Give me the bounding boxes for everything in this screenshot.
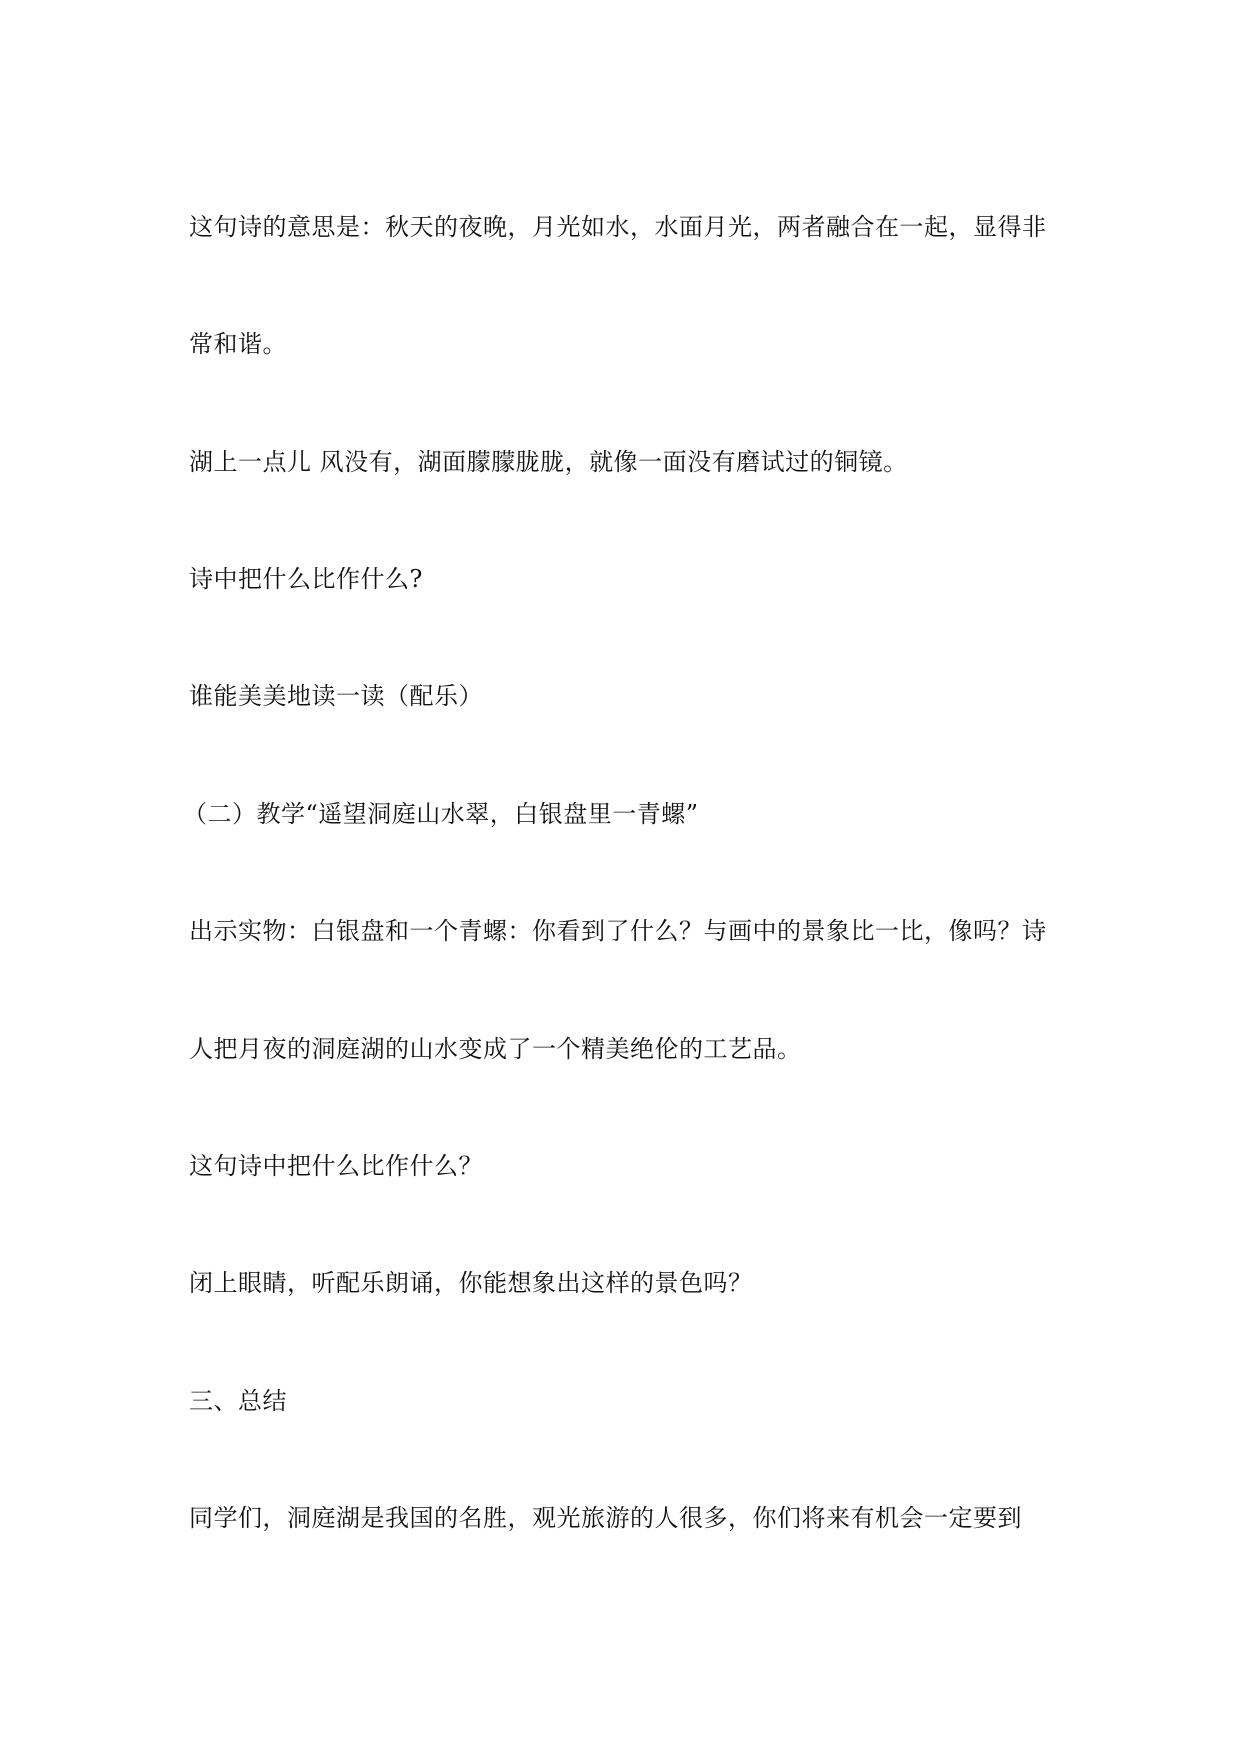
paragraph-line: 闭上眼睛，听配乐朗诵，你能想象出这样的景色吗？ (189, 1269, 753, 1297)
section-heading: 三、总结 (189, 1387, 287, 1415)
paragraph-line: 人把月夜的洞庭湖的山水变成了一个精美绝伦的工艺品。 (189, 1035, 802, 1063)
paragraph-line: 这句诗中把什么比作什么？ (189, 1152, 483, 1180)
section-heading: （二）教学“遥望洞庭山水翠，白银盘里一青螺” (183, 800, 699, 828)
paragraph-line: 谁能美美地读一读（配乐） (189, 682, 483, 710)
paragraph-line: 诗中把什么比作什么? (189, 565, 423, 593)
paragraph-line: 湖上一点儿 风没有，湖面朦朦胧胧，就像一面没有磨试过的铜镜。 (189, 448, 908, 476)
paragraph-line: 出示实物：白银盘和一个青螺：你看到了什么？与画中的景象比一比，像吗？诗 (189, 917, 1047, 945)
paragraph-line: 常和谐。 (189, 330, 287, 358)
paragraph-line: 这句诗的意思是：秋天的夜晚，月光如水，水面月光，两者融合在一起，显得非 (189, 213, 1047, 241)
paragraph-line: 同学们，洞庭湖是我国的名胜，观光旅游的人很多，你们将来有机会一定要到 (189, 1504, 1022, 1532)
